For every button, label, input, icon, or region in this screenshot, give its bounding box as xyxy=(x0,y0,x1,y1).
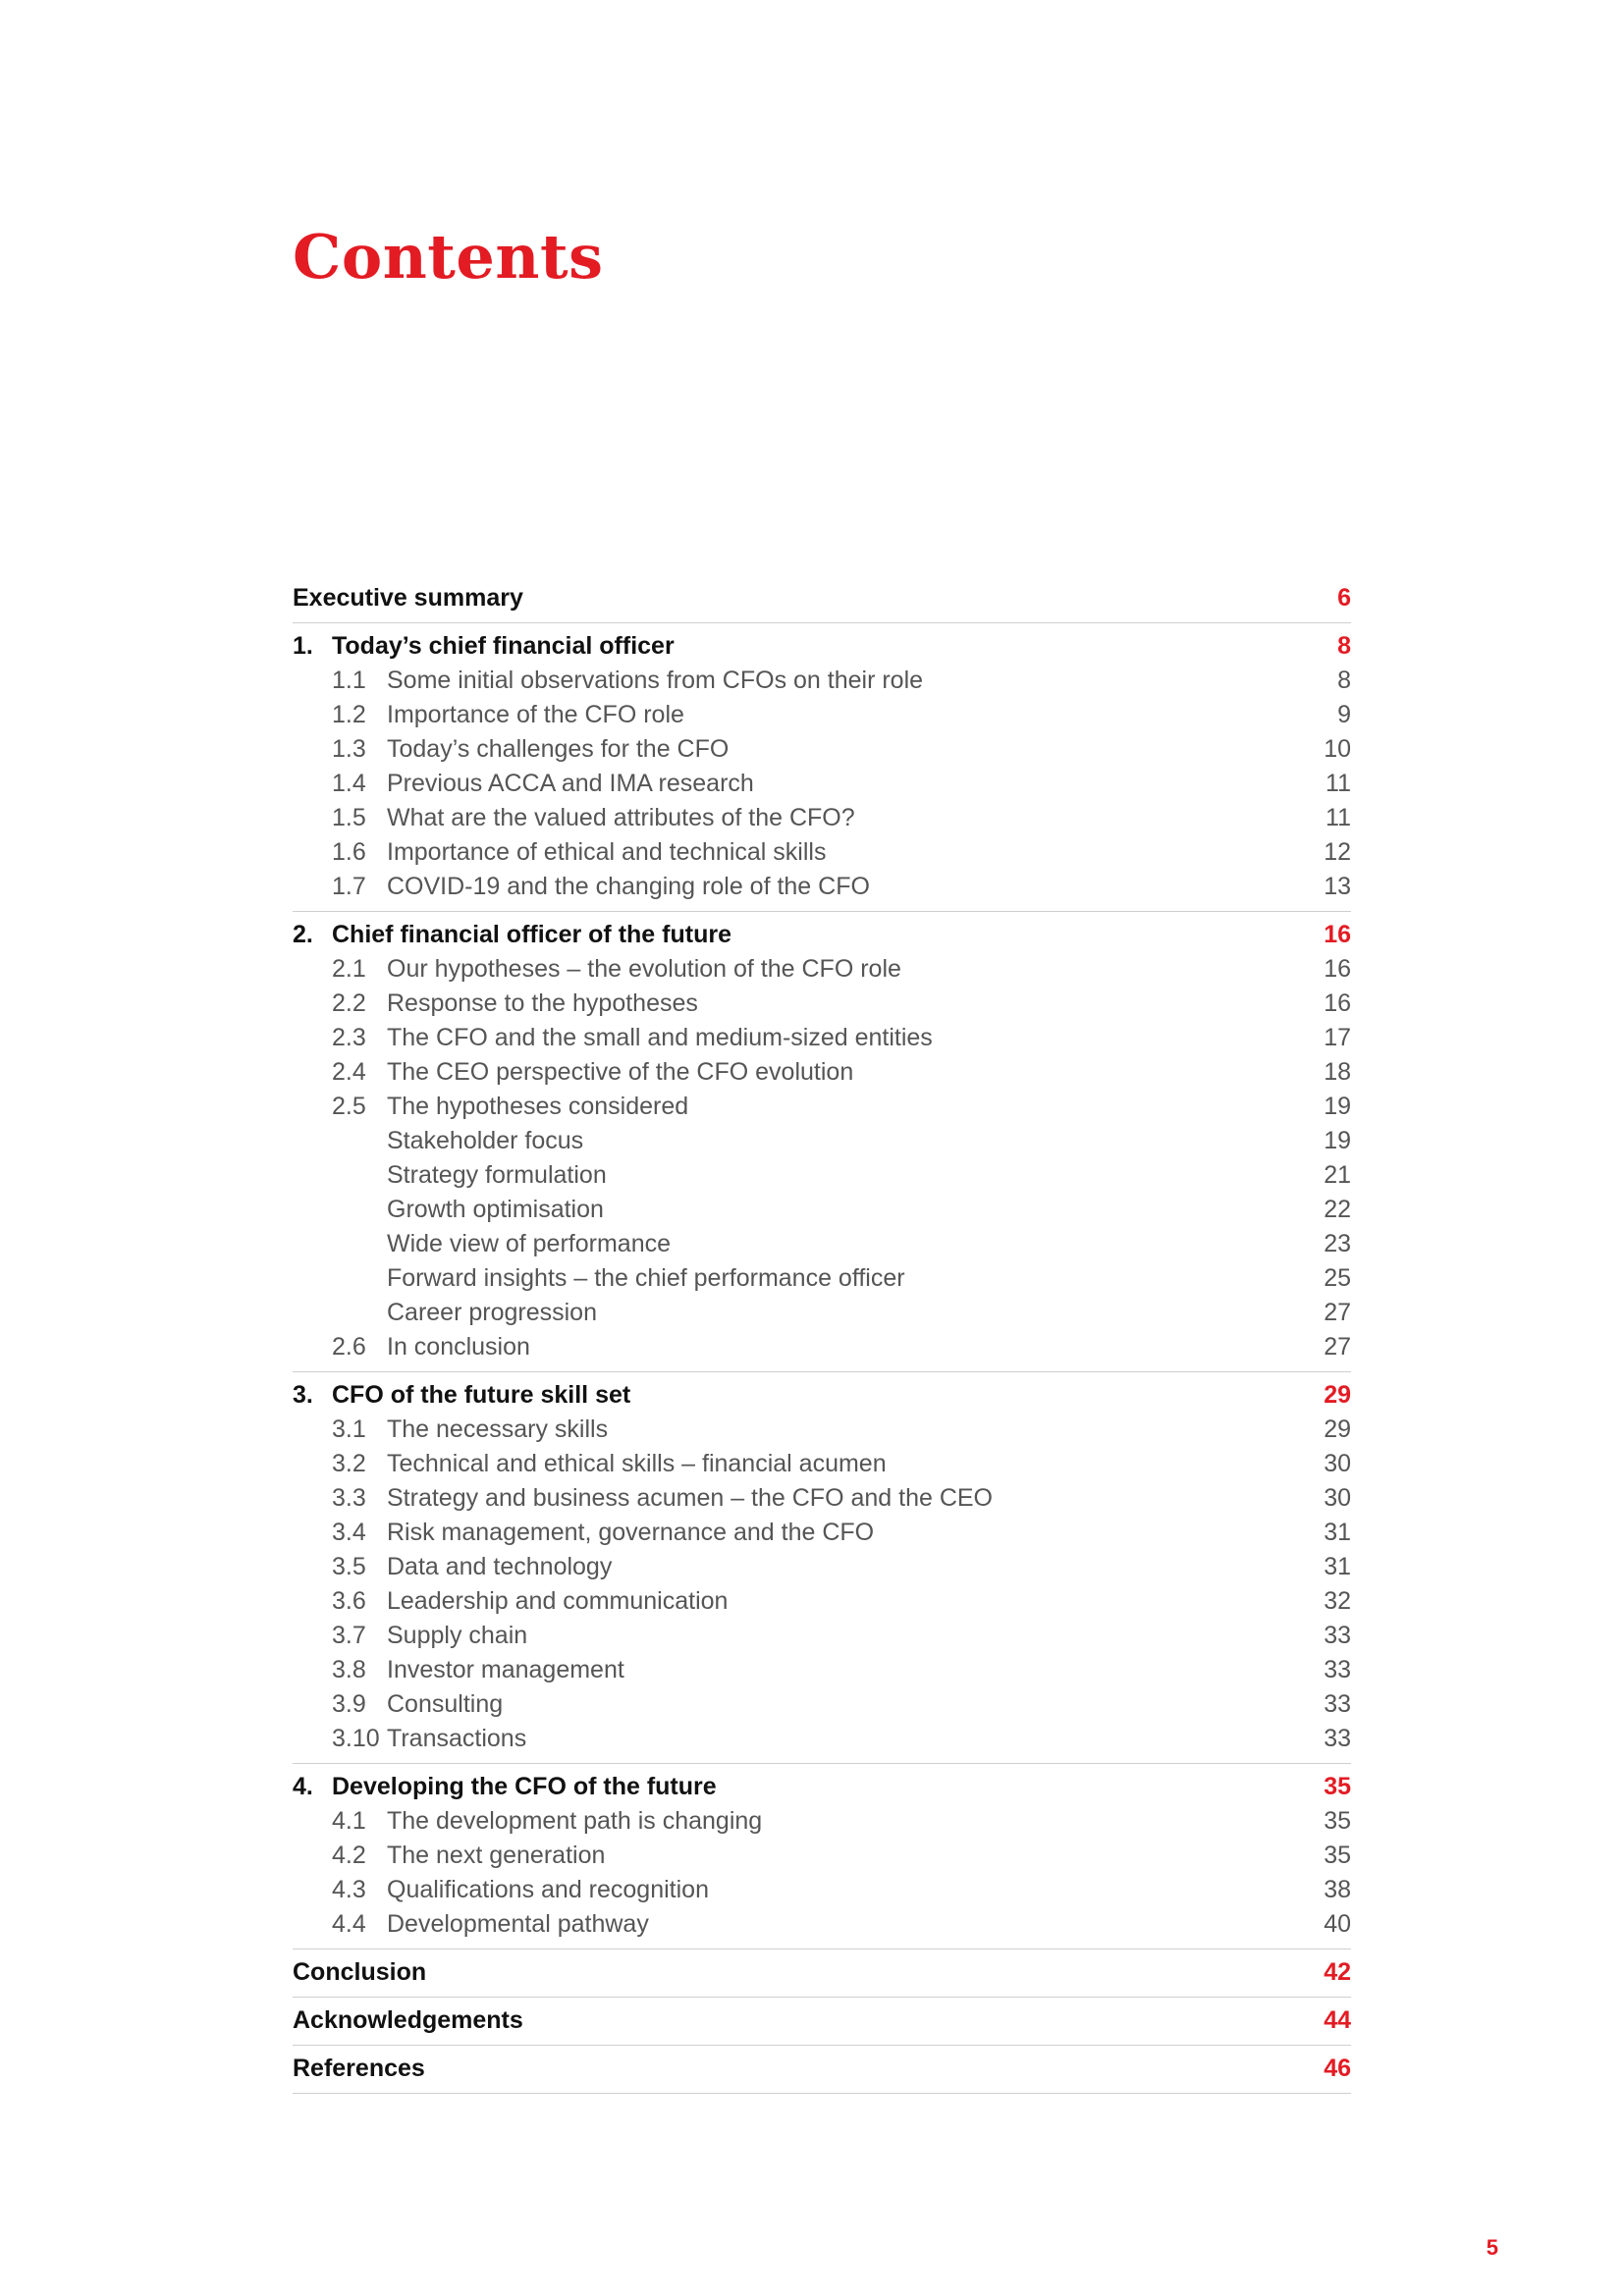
toc-entry-label: In conclusion xyxy=(387,1333,530,1361)
toc-heading-number: 1. xyxy=(293,632,313,660)
toc-entry-page: 9 xyxy=(1337,701,1351,728)
toc-entry-label: Wide view of performance xyxy=(387,1230,672,1257)
toc-entry-page: 11 xyxy=(1326,770,1351,797)
toc-entry-row[interactable] xyxy=(293,1193,1351,1227)
toc-entry-row[interactable] xyxy=(293,664,1351,698)
toc-entry-number: 1.3 xyxy=(332,735,366,763)
toc-entry-label: Investor management xyxy=(387,1656,624,1683)
toc-entry-number: 3.4 xyxy=(332,1519,366,1546)
toc-entry-page: 18 xyxy=(1324,1058,1351,1086)
toc-entry-row[interactable] xyxy=(293,698,1351,732)
toc-entry-label: COVID-19 and the changing role of the CFO xyxy=(387,873,870,900)
toc-entry-row[interactable] xyxy=(293,1090,1351,1124)
toc-entry-label: Leadership and communication xyxy=(387,1587,729,1615)
toc-entry-label: Our hypotheses – the evolution of the CFO role xyxy=(387,955,901,983)
toc-entry-label: Consulting xyxy=(387,1690,504,1718)
toc-entry-page: 8 xyxy=(1337,667,1351,694)
toc-section xyxy=(293,1998,1351,2046)
toc-entry-row[interactable] xyxy=(293,732,1351,767)
toc-entry-number: 3.8 xyxy=(332,1656,366,1683)
toc-entry-label: Data and technology xyxy=(387,1553,613,1580)
toc-entry-row[interactable] xyxy=(293,1447,1351,1481)
toc-heading-row[interactable] xyxy=(293,581,1351,615)
toc-entry-row[interactable] xyxy=(293,1873,1351,1907)
toc-entry-page: 33 xyxy=(1324,1656,1351,1683)
toc-heading-label: Chief financial officer of the future xyxy=(332,921,731,948)
toc-entry-row[interactable] xyxy=(293,1124,1351,1158)
toc-heading-page: 42 xyxy=(1324,1958,1351,1986)
toc-entry-page: 38 xyxy=(1324,1876,1351,1903)
toc-entry-row[interactable] xyxy=(293,1021,1351,1055)
toc-entry-row[interactable] xyxy=(293,1227,1351,1261)
toc-entry-number: 4.1 xyxy=(332,1807,366,1835)
toc-section xyxy=(293,575,1351,623)
toc-entry-row[interactable] xyxy=(293,1481,1351,1516)
toc-heading-row[interactable] xyxy=(293,1378,1351,1413)
toc-entry-label: Importance of ethical and technical skills xyxy=(387,838,827,866)
toc-entry-page: 12 xyxy=(1324,838,1351,866)
toc-section xyxy=(293,1372,1351,1764)
toc-heading-label: References xyxy=(293,2055,425,2082)
toc-entry-page: 25 xyxy=(1324,1264,1351,1292)
toc-heading-page: 8 xyxy=(1337,632,1351,660)
toc-entry-row[interactable] xyxy=(293,767,1351,801)
toc-entry-row[interactable] xyxy=(293,1296,1351,1330)
toc-entry-page: 35 xyxy=(1324,1807,1351,1835)
toc-entry-row[interactable] xyxy=(293,1653,1351,1687)
toc-entry-number: 1.7 xyxy=(332,873,366,900)
toc-entry-page: 29 xyxy=(1324,1415,1351,1443)
toc-heading-page: 29 xyxy=(1324,1381,1351,1409)
toc-heading-label: Acknowledgements xyxy=(293,2006,523,2034)
toc-heading-row[interactable] xyxy=(293,918,1351,952)
toc-entry-label: Transactions xyxy=(387,1725,527,1752)
toc-entry-row[interactable] xyxy=(293,1413,1351,1447)
toc-heading-page: 16 xyxy=(1324,921,1351,948)
toc-entry-page: 27 xyxy=(1324,1333,1351,1361)
table-of-contents xyxy=(293,575,1351,2094)
toc-heading-number: 2. xyxy=(293,921,313,948)
toc-section xyxy=(293,1949,1351,1998)
toc-entry-page: 21 xyxy=(1324,1161,1351,1189)
toc-entry-label: The CFO and the small and medium-sized entities xyxy=(387,1024,933,1051)
toc-entry-number: 2.5 xyxy=(332,1093,366,1120)
toc-entry-number: 4.2 xyxy=(332,1842,366,1869)
toc-entry-row[interactable] xyxy=(293,835,1351,870)
toc-entry-number: 2.1 xyxy=(332,955,366,983)
toc-entry-page: 33 xyxy=(1324,1725,1351,1752)
toc-entry-row[interactable] xyxy=(293,1330,1351,1364)
toc-entry-page: 33 xyxy=(1324,1690,1351,1718)
toc-entry-label: Stakeholder focus xyxy=(387,1127,584,1154)
toc-entry-page: 13 xyxy=(1324,873,1351,900)
toc-entry-number: 2.3 xyxy=(332,1024,366,1051)
toc-heading-page: 35 xyxy=(1324,1773,1351,1800)
toc-entry-page: 19 xyxy=(1324,1093,1351,1120)
toc-entry-page: 32 xyxy=(1324,1587,1351,1615)
toc-heading-page: 44 xyxy=(1324,2006,1351,2034)
toc-entry-page: 30 xyxy=(1324,1484,1351,1512)
toc-entry-label: Career progression xyxy=(387,1299,597,1326)
toc-entry-number: 3.2 xyxy=(332,1450,366,1477)
toc-entry-label: Developmental pathway xyxy=(387,1910,649,1938)
toc-heading-number: 4. xyxy=(293,1773,313,1800)
toc-entry-row[interactable] xyxy=(293,1722,1351,1756)
toc-entry-row[interactable] xyxy=(293,1158,1351,1193)
toc-section xyxy=(293,2046,1351,2094)
toc-entry-page: 33 xyxy=(1324,1622,1351,1649)
toc-entry-row[interactable] xyxy=(293,1687,1351,1722)
toc-entry-number: 1.2 xyxy=(332,701,366,728)
toc-heading-row[interactable] xyxy=(293,629,1351,664)
toc-entry-row[interactable] xyxy=(293,1804,1351,1839)
toc-heading-label: Conclusion xyxy=(293,1958,427,1986)
toc-entry-number: 2.6 xyxy=(332,1333,366,1361)
toc-heading-label: Developing the CFO of the future xyxy=(332,1773,717,1800)
toc-entry-label: The necessary skills xyxy=(387,1415,609,1443)
toc-entry-label: Risk management, governance and the CFO xyxy=(387,1519,875,1546)
toc-heading-row[interactable] xyxy=(293,1770,1351,1804)
toc-entry-label: Qualifications and recognition xyxy=(387,1876,709,1903)
toc-entry-label: Some initial observations from CFOs on their role xyxy=(387,667,924,694)
toc-heading-page: 6 xyxy=(1337,584,1351,612)
toc-entry-label: Today’s challenges for the CFO xyxy=(387,735,730,763)
toc-entry-page: 40 xyxy=(1324,1910,1351,1938)
toc-entry-row[interactable] xyxy=(293,1261,1351,1296)
toc-entry-row[interactable] xyxy=(293,1619,1351,1653)
toc-heading-label: CFO of the future skill set xyxy=(332,1381,631,1409)
toc-entry-page: 16 xyxy=(1324,955,1351,983)
toc-entry-number: 3.7 xyxy=(332,1622,366,1649)
toc-entry-page: 17 xyxy=(1324,1024,1351,1051)
toc-heading-page: 46 xyxy=(1324,2055,1351,2082)
toc-entry-page: 31 xyxy=(1324,1553,1351,1580)
toc-entry-label: Importance of the CFO role xyxy=(387,701,684,728)
toc-entry-number: 3.5 xyxy=(332,1553,366,1580)
toc-entry-row[interactable] xyxy=(293,1907,1351,1942)
toc-entry-label: Strategy formulation xyxy=(387,1161,607,1189)
toc-entry-label: The next generation xyxy=(387,1842,606,1869)
toc-entry-label: The CEO perspective of the CFO evolution xyxy=(387,1058,854,1086)
toc-entry-page: 31 xyxy=(1324,1519,1351,1546)
toc-entry-page: 19 xyxy=(1324,1127,1351,1154)
toc-entry-number: 2.2 xyxy=(332,989,366,1017)
toc-entry-row[interactable] xyxy=(293,1584,1351,1619)
toc-entry-number: 1.5 xyxy=(332,804,366,831)
toc-heading-number: 3. xyxy=(293,1381,313,1409)
toc-heading-label: Today’s chief financial officer xyxy=(332,632,675,660)
toc-heading-row[interactable] xyxy=(293,2003,1351,2038)
toc-section xyxy=(293,623,1351,912)
toc-entry-label: Forward insights – the chief performance officer xyxy=(387,1264,905,1292)
toc-heading-row[interactable] xyxy=(293,2052,1351,2086)
toc-section xyxy=(293,912,1351,1372)
toc-entry-page: 11 xyxy=(1326,804,1351,831)
toc-entry-number: 4.3 xyxy=(332,1876,366,1903)
toc-entry-number: 3.10 xyxy=(332,1725,380,1752)
toc-entry-number: 2.4 xyxy=(332,1058,366,1086)
toc-heading-label: Executive summary xyxy=(293,584,523,612)
toc-heading-row[interactable] xyxy=(293,1955,1351,1990)
toc-entry-row[interactable] xyxy=(293,870,1351,904)
page-title: Contents xyxy=(293,221,604,293)
toc-entry-label: Growth optimisation xyxy=(387,1196,604,1223)
toc-entry-label: The development path is changing xyxy=(387,1807,763,1835)
toc-entry-number: 3.6 xyxy=(332,1587,366,1615)
toc-entry-page: 23 xyxy=(1324,1230,1351,1257)
toc-entry-number: 3.9 xyxy=(332,1690,366,1718)
toc-section xyxy=(293,1764,1351,1949)
toc-entry-page: 16 xyxy=(1324,989,1351,1017)
toc-entry-number: 1.6 xyxy=(332,838,366,866)
page-number: 5 xyxy=(1486,2235,1498,2260)
toc-entry-label: Response to the hypotheses xyxy=(387,989,698,1017)
toc-entry-number: 3.3 xyxy=(332,1484,366,1512)
toc-entry-row[interactable] xyxy=(293,801,1351,835)
toc-entry-label: The hypotheses considered xyxy=(387,1093,689,1120)
toc-entry-page: 10 xyxy=(1324,735,1351,763)
toc-entry-row[interactable] xyxy=(293,1550,1351,1584)
toc-entry-page: 30 xyxy=(1324,1450,1351,1477)
toc-entry-page: 35 xyxy=(1324,1842,1351,1869)
toc-entry-page: 27 xyxy=(1324,1299,1351,1326)
toc-entry-label: What are the valued attributes of the CFO? xyxy=(387,804,855,831)
toc-entry-label: Strategy and business acumen – the CFO and the CEO xyxy=(387,1484,994,1512)
toc-entry-number: 3.1 xyxy=(332,1415,366,1443)
toc-entry-label: Previous ACCA and IMA research xyxy=(387,770,754,797)
toc-entry-row[interactable] xyxy=(293,1516,1351,1550)
toc-entry-row[interactable] xyxy=(293,1839,1351,1873)
toc-entry-number: 4.4 xyxy=(332,1910,366,1938)
toc-entry-row[interactable] xyxy=(293,952,1351,987)
toc-entry-number: 1.4 xyxy=(332,770,366,797)
toc-entry-page: 22 xyxy=(1324,1196,1351,1223)
toc-entry-number: 1.1 xyxy=(332,667,366,694)
toc-entry-label: Technical and ethical skills – financial acumen xyxy=(387,1450,887,1477)
toc-entry-row[interactable] xyxy=(293,1055,1351,1090)
toc-entry-row[interactable] xyxy=(293,987,1351,1021)
toc-entry-label: Supply chain xyxy=(387,1622,528,1649)
